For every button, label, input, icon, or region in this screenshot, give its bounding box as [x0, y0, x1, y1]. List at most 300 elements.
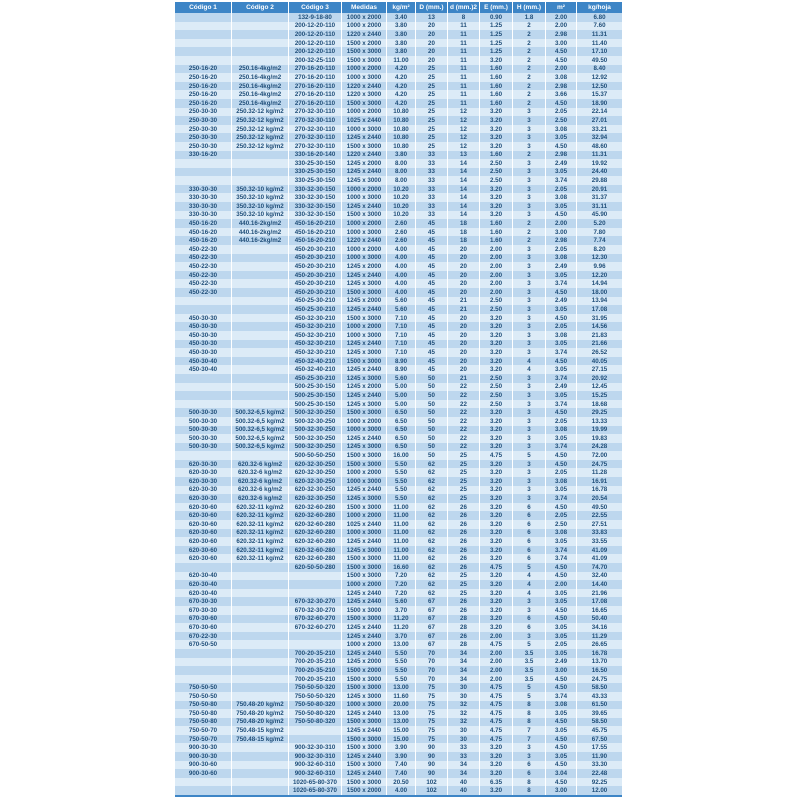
table-cell[interactable]: 250.32-12 kg/m2	[232, 142, 289, 151]
table-cell[interactable]: 26	[448, 529, 480, 538]
table-cell[interactable]: 18	[448, 219, 480, 228]
table-cell[interactable]: 670-22-30	[175, 632, 232, 641]
table-cell[interactable]: 440.16-2kg/m2	[232, 236, 289, 245]
table-cell[interactable]: 45	[416, 279, 448, 288]
table-cell[interactable]: 20	[448, 365, 480, 374]
table-cell[interactable]: 3.74	[546, 546, 577, 555]
table-cell[interactable]	[289, 580, 342, 589]
table-cell[interactable]: 2.49	[546, 658, 577, 667]
table-cell[interactable]: 450-20-30-210	[289, 288, 342, 297]
table-cell[interactable]: 3.05	[546, 365, 577, 374]
table-cell[interactable]: 3.05	[546, 649, 577, 658]
table-cell[interactable]: 33	[448, 743, 480, 752]
table-cell[interactable]: 31.11	[591, 202, 608, 210]
table-cell[interactable]: 12.45	[591, 383, 608, 391]
table-cell[interactable]: 26	[448, 511, 480, 520]
table-cell[interactable]: 2.00	[480, 245, 513, 254]
table-cell[interactable]: 67	[416, 606, 448, 615]
table-cell[interactable]: 30	[448, 692, 480, 701]
table-cell[interactable]: 27.15	[591, 366, 608, 374]
table-cell[interactable]: 1000 x 3000	[342, 426, 387, 435]
table-cell[interactable]: 7.40	[387, 761, 416, 770]
table-cell[interactable]: 1245 x 2440	[342, 752, 387, 761]
table-cell[interactable]: 10.80	[387, 116, 416, 125]
table-cell[interactable]: 3.08	[546, 426, 577, 435]
table-cell[interactable]: 3	[513, 383, 546, 392]
table-cell[interactable]	[175, 374, 232, 383]
table-cell[interactable]: 4.50	[546, 314, 577, 323]
table-cell[interactable]: 12.30	[591, 254, 608, 262]
table-cell[interactable]: 1.60	[480, 99, 513, 108]
table-cell[interactable]: 48.60	[591, 142, 608, 150]
table-cell[interactable]: 29.88	[591, 177, 608, 185]
table-cell[interactable]: 18.00	[591, 288, 608, 296]
table-cell[interactable]: 25	[416, 90, 448, 99]
table-cell[interactable]: 3.90	[387, 752, 416, 761]
table-cell[interactable]: 45	[416, 322, 448, 331]
table-cell[interactable]: 2	[513, 30, 546, 39]
table-cell[interactable]	[175, 563, 232, 572]
table-cell[interactable]: 11.00	[387, 537, 416, 546]
table-cell[interactable]: 1025 x 2440	[342, 116, 387, 125]
table-cell[interactable]	[289, 735, 342, 744]
table-cell[interactable]: 4	[513, 572, 546, 581]
table-cell[interactable]: 750-50-80	[175, 718, 232, 727]
table-cell[interactable]: 13.00	[387, 718, 416, 727]
table-cell[interactable]: 1.25	[480, 47, 513, 56]
table-cell[interactable]: 49.50	[591, 503, 608, 511]
table-cell[interactable]: 2.00	[546, 65, 577, 74]
table-cell[interactable]: 1245 x 2440	[342, 486, 387, 495]
table-cell[interactable]: 620-30-40	[175, 572, 232, 581]
table-cell[interactable]: 1000 x 2000	[342, 580, 387, 589]
table-cell[interactable]: 58.50	[591, 684, 608, 692]
table-cell[interactable]	[232, 692, 289, 701]
table-cell[interactable]: 3.74	[546, 692, 577, 701]
table-cell[interactable]: 330-25-30-150	[289, 176, 342, 185]
table-cell[interactable]: 500-32-30-250	[289, 434, 342, 443]
table-cell[interactable]: 3.08	[546, 125, 577, 134]
table-cell[interactable]: 45	[416, 228, 448, 237]
table-cell[interactable]: 8.00	[387, 159, 416, 168]
table-cell[interactable]: 6	[513, 503, 546, 512]
table-cell[interactable]: 750-50-50	[175, 692, 232, 701]
table-cell[interactable]: 1000 x 3000	[342, 254, 387, 263]
table-cell[interactable]: 6	[513, 511, 546, 520]
table-cell[interactable]: 15.00	[387, 726, 416, 735]
table-cell[interactable]: 2	[513, 99, 546, 108]
table-cell[interactable]: 50	[416, 451, 448, 460]
table-cell[interactable]: 200-12-20-110	[289, 39, 342, 48]
table-cell[interactable]: 3	[513, 211, 546, 220]
table-cell[interactable]: 1245 x 2000	[342, 159, 387, 168]
table-cell[interactable]: 75	[416, 709, 448, 718]
table-cell[interactable]: 3	[513, 331, 546, 340]
table-cell[interactable]: 4.00	[387, 288, 416, 297]
table-cell[interactable]: 8	[513, 786, 546, 795]
table-cell[interactable]: 250.32-12 kg/m2	[232, 116, 289, 125]
table-cell[interactable]: 6.50	[387, 426, 416, 435]
table-cell[interactable]: 5.50	[387, 460, 416, 469]
table-cell[interactable]: 3.05	[546, 202, 577, 211]
table-cell[interactable]: 1245 x 3000	[342, 692, 387, 701]
table-cell[interactable]: 13.33	[591, 417, 608, 425]
table-cell[interactable]	[232, 640, 289, 649]
table-cell[interactable]: 3.20	[480, 520, 513, 529]
table-cell[interactable]: 2.00	[480, 666, 513, 675]
table-cell[interactable]: 5.20	[593, 220, 606, 228]
table-cell[interactable]: 3.80	[387, 22, 416, 31]
table-cell[interactable]: 1245 x 2440	[342, 305, 387, 314]
table-cell[interactable]	[232, 314, 289, 323]
table-cell[interactable]: 8	[513, 718, 546, 727]
table-cell[interactable]: 2.98	[546, 151, 577, 160]
table-cell[interactable]: 5.50	[387, 468, 416, 477]
table-cell[interactable]: 3.08	[546, 529, 577, 538]
table-cell[interactable]: 1.60	[480, 73, 513, 82]
table-cell[interactable]: 1500 x 3000	[342, 47, 387, 56]
table-cell[interactable]: 1.60	[480, 65, 513, 74]
table-cell[interactable]: 1500 x 3000	[342, 314, 387, 323]
table-cell[interactable]: 62	[416, 511, 448, 520]
table-cell[interactable]: 3.20	[480, 365, 513, 374]
table-cell[interactable]: 4.50	[546, 56, 577, 65]
table-cell[interactable]: 3	[513, 202, 546, 211]
table-cell[interactable]: 5.60	[387, 597, 416, 606]
table-cell[interactable]: 26	[448, 554, 480, 563]
table-cell[interactable]: 11.40	[591, 39, 608, 47]
table-cell[interactable]: 1245 x 2440	[342, 537, 387, 546]
table-cell[interactable]: 750.48-20 kg/m2	[232, 701, 289, 710]
table-cell[interactable]: 700-20-35-210	[289, 658, 342, 667]
table-cell[interactable]: 700-20-35-210	[289, 675, 342, 684]
table-cell[interactable]: 700-20-35-210	[289, 666, 342, 675]
table-cell[interactable]: 1245 x 2440	[342, 434, 387, 443]
table-cell[interactable]: 3	[513, 597, 546, 606]
table-cell[interactable]: 43.33	[591, 692, 608, 700]
table-cell[interactable]: 75	[416, 683, 448, 692]
table-cell[interactable]: 270-32-30-110	[289, 108, 342, 117]
table-cell[interactable]: 5.50	[387, 649, 416, 658]
table-cell[interactable]: 24.28	[591, 443, 608, 451]
table-cell[interactable]: 4.50	[546, 451, 577, 460]
table-cell[interactable]: 22.55	[591, 512, 608, 520]
table-cell[interactable]: 2.50	[546, 520, 577, 529]
table-cell[interactable]: 4.50	[546, 675, 577, 684]
table-cell[interactable]: 1245 x 3000	[342, 348, 387, 357]
table-cell[interactable]: 3.20	[480, 322, 513, 331]
table-cell[interactable]: 200-12-20-110	[289, 47, 342, 56]
table-cell[interactable]: 3.20	[480, 443, 513, 452]
table-cell[interactable]	[232, 331, 289, 340]
table-cell[interactable]: 450-22-30	[175, 288, 232, 297]
table-cell[interactable]: 34	[448, 658, 480, 667]
table-cell[interactable]: 16.78	[591, 486, 608, 494]
table-cell[interactable]: 3.40	[387, 13, 416, 22]
table-cell[interactable]: 90	[416, 743, 448, 752]
table-cell[interactable]: 2	[513, 73, 546, 82]
table-cell[interactable]: 270-32-30-110	[289, 116, 342, 125]
table-cell[interactable]: 62	[416, 589, 448, 598]
table-cell[interactable]: 12.92	[591, 73, 608, 81]
table-cell[interactable]: 16.65	[591, 606, 608, 614]
table-cell[interactable]: 3	[513, 185, 546, 194]
table-cell[interactable]: 670-50-50	[175, 640, 232, 649]
table-cell[interactable]: 17.55	[591, 744, 608, 752]
table-cell[interactable]: 1.25	[480, 39, 513, 48]
table-cell[interactable]: 500-30-30	[175, 443, 232, 452]
table-cell[interactable]: 3.5	[513, 649, 546, 658]
table-cell[interactable]: 4.75	[480, 726, 513, 735]
table-cell[interactable]: 620.32-6 kg/m2	[232, 468, 289, 477]
table-cell[interactable]: 1500 x 3000	[342, 142, 387, 151]
table-cell[interactable]: 19.99	[591, 426, 608, 434]
table-cell[interactable]: 3	[513, 417, 546, 426]
table-cell[interactable]: 24.75	[591, 675, 608, 683]
table-cell[interactable]: 3.20	[480, 623, 513, 632]
table-cell[interactable]: 16.00	[387, 451, 416, 460]
table-cell[interactable]: 25	[416, 108, 448, 117]
table-cell[interactable]: 3.20	[480, 426, 513, 435]
table-cell[interactable]	[232, 451, 289, 460]
table-cell[interactable]: 34	[448, 761, 480, 770]
table-cell[interactable]: 750-50-50-320	[289, 683, 342, 692]
table-cell[interactable]: 2.60	[387, 219, 416, 228]
table-cell[interactable]: 3	[513, 400, 546, 409]
table-cell[interactable]: 1245 x 2440	[342, 365, 387, 374]
table-cell[interactable]: 21.83	[591, 331, 608, 339]
table-cell[interactable]: 450-25-30-210	[289, 374, 342, 383]
table-cell[interactable]: 620-32-30-250	[289, 460, 342, 469]
table-cell[interactable]	[232, 580, 289, 589]
table-cell[interactable]: 20.50	[387, 778, 416, 787]
table-cell[interactable]: 2	[513, 56, 546, 65]
table-cell[interactable]: 3	[513, 297, 546, 306]
table-cell[interactable]: 270-16-20-110	[289, 65, 342, 74]
table-cell[interactable]: 1000 x 2000	[342, 108, 387, 117]
table-cell[interactable]: 45	[416, 288, 448, 297]
table-cell[interactable]: 3.20	[480, 348, 513, 357]
table-cell[interactable]: 1220 x 2440	[342, 236, 387, 245]
table-cell[interactable]: 1500 x 3000	[342, 99, 387, 108]
table-cell[interactable]: 13	[448, 151, 480, 160]
table-cell[interactable]: 2.00	[480, 271, 513, 280]
table-cell[interactable]: 3.05	[546, 752, 577, 761]
table-cell[interactable]: 2.05	[546, 417, 577, 426]
table-cell[interactable]: 1245 x 2440	[342, 133, 387, 142]
table-cell[interactable]: 22	[448, 391, 480, 400]
table-cell[interactable]: 14	[448, 193, 480, 202]
table-cell[interactable]: 34	[448, 675, 480, 684]
table-cell[interactable]: 11.00	[387, 520, 416, 529]
table-cell[interactable]	[232, 606, 289, 615]
table-cell[interactable]: 4.20	[387, 82, 416, 91]
table-cell[interactable]: 14.40	[591, 580, 608, 588]
table-cell[interactable]: 25	[448, 486, 480, 495]
table-cell[interactable]: 330-30-30	[175, 185, 232, 194]
table-cell[interactable]: 3	[513, 176, 546, 185]
table-cell[interactable]: 900-30-30	[175, 752, 232, 761]
table-cell[interactable]: 3.20	[480, 185, 513, 194]
table-cell[interactable]: 33.21	[591, 125, 608, 133]
table-cell[interactable]: 49.50	[591, 56, 608, 64]
table-cell[interactable]: 250.16-4kg/m2	[232, 82, 289, 91]
table-cell[interactable]: 3	[513, 116, 546, 125]
table-cell[interactable]	[232, 563, 289, 572]
table-cell[interactable]: 4	[513, 580, 546, 589]
table-cell[interactable]: 3.5	[513, 666, 546, 675]
table-cell[interactable]: 45	[416, 314, 448, 323]
table-cell[interactable]: 4.75	[480, 709, 513, 718]
table-cell[interactable]: 25	[416, 73, 448, 82]
table-cell[interactable]: 620-30-60	[175, 511, 232, 520]
table-cell[interactable]: 4.50	[546, 47, 577, 56]
table-cell[interactable]: 330-32-30-150	[289, 211, 342, 220]
table-cell[interactable]: 12	[448, 142, 480, 151]
table-cell[interactable]: 33	[416, 159, 448, 168]
table-cell[interactable]: 22	[448, 383, 480, 392]
table-cell[interactable]: 27.01	[591, 116, 608, 124]
table-cell[interactable]: 14	[448, 168, 480, 177]
table-cell[interactable]: 6.50	[387, 434, 416, 443]
table-cell[interactable]: 3.20	[480, 56, 513, 65]
table-cell[interactable]: 2.49	[546, 297, 577, 306]
table-cell[interactable]: 450-16-20	[175, 228, 232, 237]
table-cell[interactable]: 11	[448, 73, 480, 82]
table-cell[interactable]	[232, 752, 289, 761]
table-cell[interactable]: 4.00	[387, 786, 416, 795]
table-cell[interactable]: 700-20-35-210	[289, 649, 342, 658]
table-cell[interactable]: 3.20	[480, 503, 513, 512]
table-cell[interactable]: 7.10	[387, 314, 416, 323]
table-cell[interactable]: 2.05	[546, 245, 577, 254]
table-cell[interactable]: 750.48-20 kg/m2	[232, 718, 289, 727]
table-cell[interactable]: 750-50-80-320	[289, 701, 342, 710]
table-cell[interactable]: 620.32-6 kg/m2	[232, 477, 289, 486]
table-cell[interactable]: 50	[416, 443, 448, 452]
table-cell[interactable]: 1000 x 3000	[342, 529, 387, 538]
table-cell[interactable]: 62	[416, 468, 448, 477]
table-cell[interactable]: 620.32-11 kg/m2	[232, 529, 289, 538]
table-cell[interactable]: 3	[513, 245, 546, 254]
table-cell[interactable]: 450-32-30-210	[289, 340, 342, 349]
table-cell[interactable]: 450-16-20-210	[289, 228, 342, 237]
table-cell[interactable]: 3.20	[480, 468, 513, 477]
table-cell[interactable]: 26	[448, 606, 480, 615]
table-cell[interactable]: 3.20	[480, 108, 513, 117]
table-cell[interactable]: 1500 x 3000	[342, 743, 387, 752]
table-cell[interactable]	[175, 168, 232, 177]
table-cell[interactable]: 450-32-40-210	[289, 357, 342, 366]
table-cell[interactable]: 1245 x 2000	[342, 383, 387, 392]
table-cell[interactable]: 70	[416, 649, 448, 658]
table-cell[interactable]: 4.50	[546, 211, 577, 220]
table-cell[interactable]: 330-32-30-150	[289, 202, 342, 211]
table-cell[interactable]: 102	[416, 786, 448, 795]
table-cell[interactable]: 2.50	[480, 159, 513, 168]
table-cell[interactable]: 1245 x 3000	[342, 279, 387, 288]
table-cell[interactable]: 1500 x 2000	[342, 39, 387, 48]
table-cell[interactable]: 20	[416, 39, 448, 48]
table-cell[interactable]: 62	[416, 580, 448, 589]
table-cell[interactable]: 25	[416, 116, 448, 125]
table-cell[interactable]	[175, 39, 232, 48]
table-cell[interactable]: 1020-65-80-370	[289, 786, 342, 795]
table-cell[interactable]: 45	[416, 340, 448, 349]
table-cell[interactable]: 3.05	[546, 305, 577, 314]
table-cell[interactable]: 2.60	[387, 228, 416, 237]
table-cell[interactable]: 1220 x 2440	[342, 151, 387, 160]
table-cell[interactable]: 22	[448, 426, 480, 435]
table-cell[interactable]: 32.40	[591, 572, 608, 580]
table-cell[interactable]: 7	[513, 735, 546, 744]
table-cell[interactable]	[232, 176, 289, 185]
table-cell[interactable]: 620.32-11 kg/m2	[232, 520, 289, 529]
table-cell[interactable]: 7.10	[387, 331, 416, 340]
table-cell[interactable]: 62	[416, 503, 448, 512]
table-cell[interactable]: 33	[416, 193, 448, 202]
table-cell[interactable]	[232, 769, 289, 778]
table-cell[interactable]: 270-16-20-110	[289, 82, 342, 91]
table-cell[interactable]: 11	[448, 47, 480, 56]
table-cell[interactable]: 3.70	[387, 632, 416, 641]
table-cell[interactable]: 3.08	[546, 331, 577, 340]
table-cell[interactable]: 330-25-30-150	[289, 168, 342, 177]
table-cell[interactable]: 4.50	[546, 606, 577, 615]
table-cell[interactable]: 670-30-30	[175, 606, 232, 615]
table-cell[interactable]: 350.32-10 kg/m2	[232, 185, 289, 194]
table-cell[interactable]: 350.32-10 kg/m2	[232, 202, 289, 211]
table-cell[interactable]: 25	[416, 133, 448, 142]
table-cell[interactable]: 25	[416, 82, 448, 91]
table-cell[interactable]	[232, 572, 289, 581]
table-cell[interactable]: 11.29	[591, 632, 608, 640]
table-cell[interactable]	[232, 357, 289, 366]
table-cell[interactable]	[232, 254, 289, 263]
table-cell[interactable]: 20.54	[591, 495, 608, 503]
table-cell[interactable]: 34	[448, 649, 480, 658]
table-cell[interactable]: 2.50	[480, 168, 513, 177]
table-cell[interactable]	[175, 451, 232, 460]
table-cell[interactable]: 3.05	[546, 726, 577, 735]
table-cell[interactable]: 6.80	[593, 13, 606, 21]
table-cell[interactable]: 6	[513, 615, 546, 624]
table-cell[interactable]: 4	[513, 365, 546, 374]
table-cell[interactable]: 5.60	[387, 374, 416, 383]
table-cell[interactable]: 6	[513, 761, 546, 770]
table-cell[interactable]: 3	[513, 168, 546, 177]
table-cell[interactable]: 62	[416, 563, 448, 572]
table-cell[interactable]: 2.05	[546, 185, 577, 194]
table-cell[interactable]: 22	[448, 434, 480, 443]
table-cell[interactable]: 20	[448, 357, 480, 366]
table-cell[interactable]: 500-32-30-250	[289, 426, 342, 435]
table-cell[interactable]: 8.20	[593, 245, 606, 253]
table-cell[interactable]: 450-22-30	[175, 271, 232, 280]
table-cell[interactable]: 11.00	[387, 554, 416, 563]
table-cell[interactable]: 6	[513, 529, 546, 538]
table-cell[interactable]: 4.50	[546, 683, 577, 692]
table-cell[interactable]: 4.00	[387, 245, 416, 254]
table-cell[interactable]	[232, 658, 289, 667]
table-cell[interactable]	[175, 675, 232, 684]
table-cell[interactable]: 620-50-50-280	[289, 563, 342, 572]
table-cell[interactable]	[175, 778, 232, 787]
table-cell[interactable]	[232, 151, 289, 160]
table-cell[interactable]: 1245 x 2000	[342, 262, 387, 271]
table-cell[interactable]: 2	[513, 39, 546, 48]
table-cell[interactable]: 3	[513, 486, 546, 495]
